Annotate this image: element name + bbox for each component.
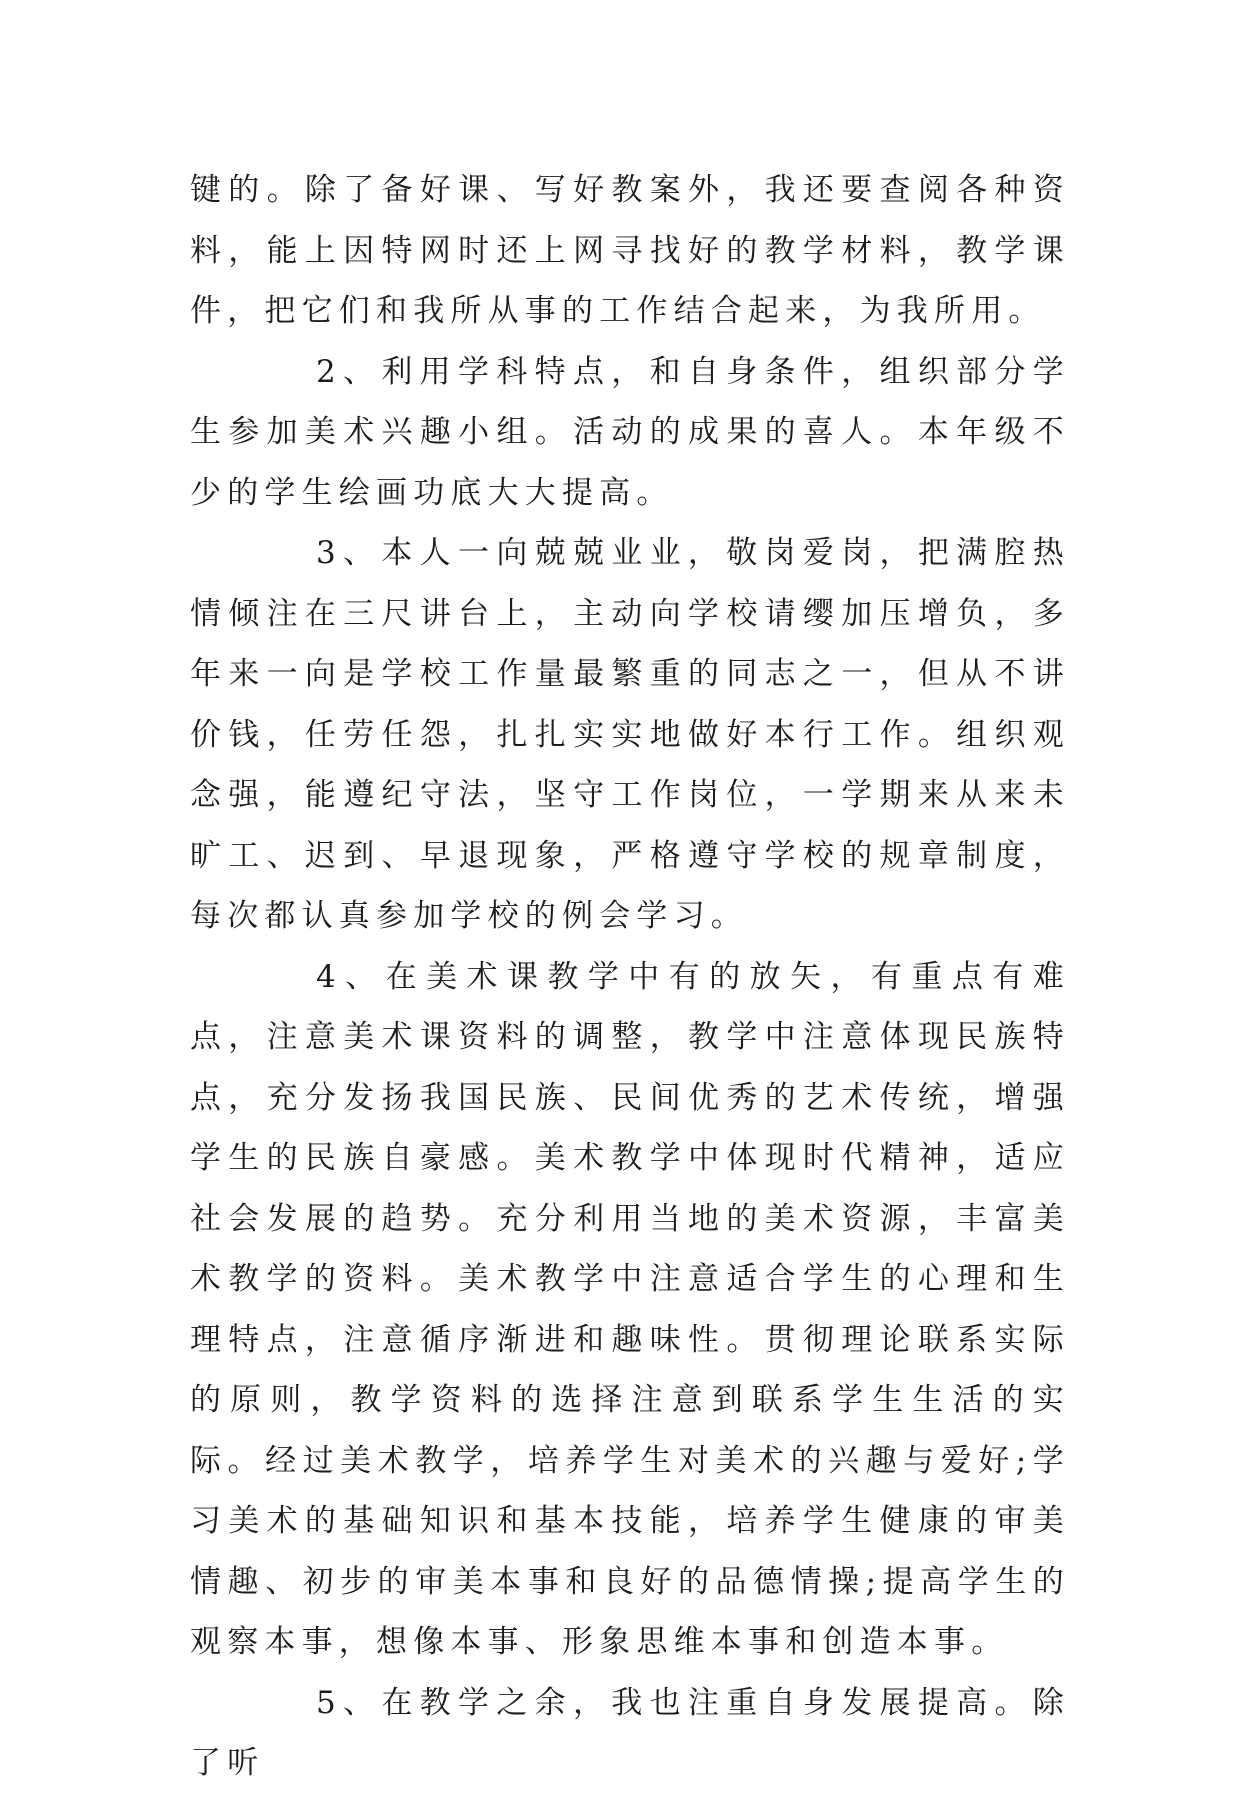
paragraph-continuation: 键的。除了备好课、写好教案外，我还要查阅各种资料，能上因特网时还上网寻找好的教学材料，教学课件，把它们和我所从事的工作结合起来，为我所用。 xyxy=(190,172,1070,329)
paragraph-item-4: 4、在美术课教学中有的放矢，有重点有难点，注意美术课资料的调整，教学中注意体现民族特点，充分发扬我国民族、民间优秀的艺术传统，增强学生的民族自豪感。美术教学中体现时代精神，适应社会发展的趋势。充分利用当地的美术资源，丰富美术教学的资料。美术教学中注意适合学生的心理和生理特点，注意循序渐进和趣味性。贯彻理论联系实际的原则，教学资料的选择注意到联系学生生活的实际。经过美术教学，培养学生对美术的兴趣与爱好;学习美术的基础知识和基本技能，培养学生健康的审美情趣、初步的审美本事和良好的品德情操;提高学生的观察本事，想像本事、形象思维本事和创造本事。 xyxy=(190,958,1070,1660)
paragraph-item-2: 2、利用学科特点，和自身条件，组织部分学生参加美术兴趣小组。活动的成果的喜人。本年级不少的学生绘画功底大大提高。 xyxy=(190,353,1070,511)
paragraph-item-5: 5、在教学之余，我也注重自身发展提高。除了听 xyxy=(190,1684,1070,1781)
document-body xyxy=(190,160,1070,1794)
paragraph-item-3: 3、本人一向兢兢业业，敬岗爱岗，把满腔热情倾注在三尺讲台上，主动向学校请缨加压增负，多年来一向是学校工作量最繁重的同志之一，但从不讲价钱，任劳任怨，扎扎实实地做好本行工作。组织观念强，能遵纪守法，坚守工作岗位，一学期来从来未旷工、迟到、早退现象，严格遵守学校的规章制度，每次都认真参加学校的例会学习。 xyxy=(190,535,1070,934)
